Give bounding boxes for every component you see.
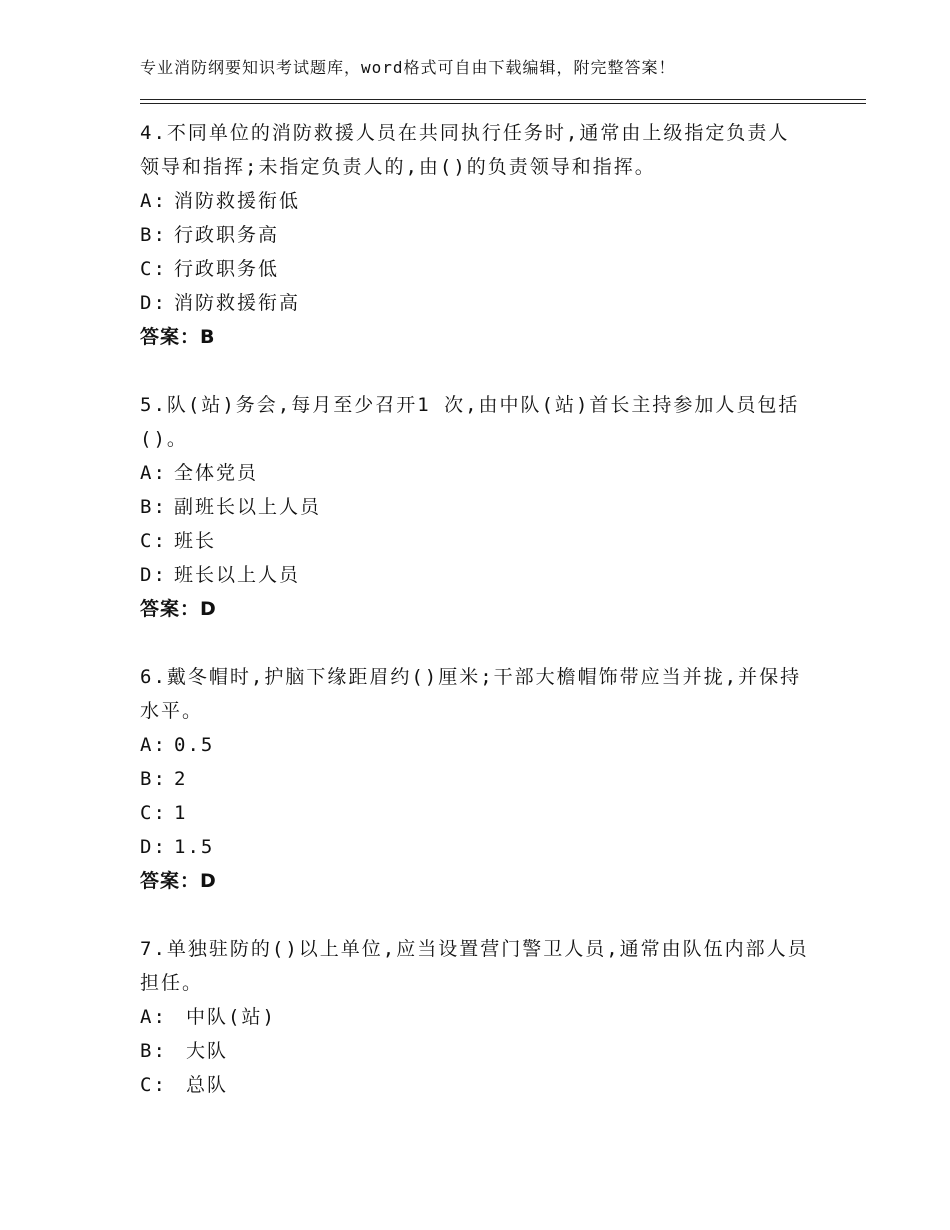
option-text: 0.5 bbox=[174, 734, 215, 756]
option-a bbox=[140, 184, 810, 218]
option-c bbox=[140, 524, 810, 558]
option-text: 行政职务高 bbox=[174, 224, 280, 246]
option-text: 消防救援衔高 bbox=[174, 292, 301, 314]
option-d bbox=[140, 830, 810, 864]
option-key: A: bbox=[140, 734, 167, 756]
answer-label: 答案：B bbox=[140, 326, 216, 348]
document-header: 专业消防纲要知识考试题库，word格式可自由下载编辑，附完整答案！ bbox=[140, 58, 676, 77]
option-key: A: bbox=[140, 1006, 167, 1028]
option-d bbox=[140, 286, 810, 320]
option-text: 中队(站) bbox=[186, 1006, 276, 1028]
option-key: A: bbox=[140, 462, 167, 484]
option-b bbox=[140, 762, 810, 796]
option-key: C: bbox=[140, 1074, 167, 1096]
option-b bbox=[140, 490, 810, 524]
question-item bbox=[140, 932, 810, 1102]
option-text: 副班长以上人员 bbox=[174, 496, 322, 518]
option-text: 全体党员 bbox=[174, 462, 259, 484]
option-text: 2 bbox=[174, 768, 188, 790]
question-item bbox=[140, 660, 810, 898]
answer-label: 答案：D bbox=[140, 870, 217, 892]
header-divider-top bbox=[140, 99, 866, 100]
question-text: 4.不同单位的消防救援人员在共同执行任务时,通常由上级指定负责人领导和指挥;未指定负责人的,由()的负责领导和指挥。 bbox=[140, 122, 790, 178]
option-text: 1 bbox=[174, 802, 188, 824]
option-a bbox=[140, 1000, 810, 1034]
option-key: C: bbox=[140, 258, 167, 280]
option-text: 行政职务低 bbox=[174, 258, 280, 280]
option-key: D: bbox=[140, 564, 167, 586]
option-text: 1.5 bbox=[174, 836, 215, 858]
header-divider-bottom bbox=[140, 103, 866, 104]
option-text: 消防救援衔低 bbox=[174, 190, 301, 212]
question-item bbox=[140, 116, 810, 354]
question-list bbox=[140, 116, 810, 1136]
option-text: 大队 bbox=[186, 1040, 229, 1062]
option-key: B: bbox=[140, 496, 167, 518]
option-text: 班长以上人员 bbox=[174, 564, 301, 586]
option-text: 总队 bbox=[186, 1074, 229, 1096]
option-key: A: bbox=[140, 190, 167, 212]
option-key: B: bbox=[140, 768, 167, 790]
option-b bbox=[140, 1034, 810, 1068]
option-b bbox=[140, 218, 810, 252]
option-c bbox=[140, 796, 810, 830]
option-key: C: bbox=[140, 802, 167, 824]
option-d bbox=[140, 558, 810, 592]
question-text: 6.戴冬帽时,护脑下缘距眉约()厘米;干部大檐帽饰带应当并拢,并保持水平。 bbox=[140, 666, 802, 722]
question-text: 5.队(站)务会,每月至少召开1 次,由中队(站)首长主持参加人员包括()。 bbox=[140, 394, 800, 450]
option-c bbox=[140, 1068, 810, 1102]
answer-label: 答案：D bbox=[140, 598, 217, 620]
option-c bbox=[140, 252, 810, 286]
question-item bbox=[140, 388, 810, 626]
option-key: D: bbox=[140, 836, 167, 858]
option-a bbox=[140, 728, 810, 762]
option-key: B: bbox=[140, 1040, 167, 1062]
option-a bbox=[140, 456, 810, 490]
question-text: 7.单独驻防的()以上单位,应当设置营门警卫人员,通常由队伍内部人员担任。 bbox=[140, 938, 809, 994]
option-key: C: bbox=[140, 530, 167, 552]
option-key: D: bbox=[140, 292, 167, 314]
option-key: B: bbox=[140, 224, 167, 246]
option-text: 班长 bbox=[174, 530, 217, 552]
